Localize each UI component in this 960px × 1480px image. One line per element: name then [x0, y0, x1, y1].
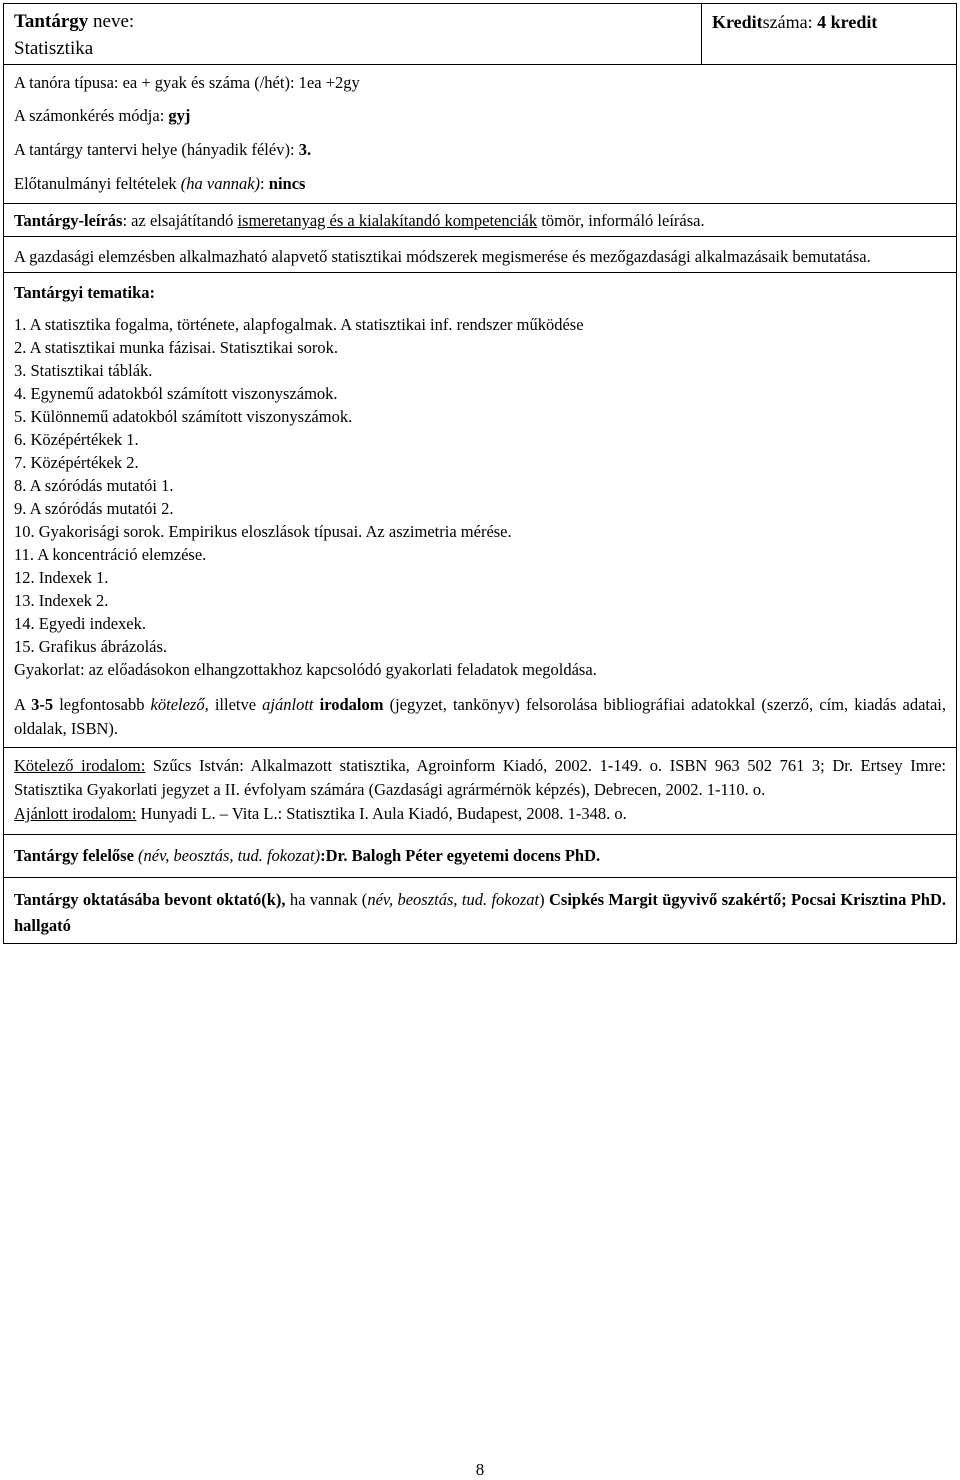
header-row [4, 4, 956, 65]
semester-line: A tantárgy tantervi helye (hányadik félév): 3. [14, 140, 312, 159]
practice-text: Gyakorlat: az előadásokon elhangzottakhoz kapcsolódó gyakorlati feladatok megoldása. [14, 660, 597, 679]
teachers-value: Csipkés Margit ügyvivő szakértő; Pocsai Krisztina PhD. hallgató [14, 890, 946, 935]
tematika-title: Tantárgyi tematika: [14, 283, 156, 302]
responsible-label: Tantárgy felelőse [14, 846, 134, 865]
topic-item: 9. A szóródás mutatói 2. [14, 499, 174, 518]
topic-item: 5. Különnemű adatokból számított viszonyszámok. [14, 407, 353, 426]
topic-item: 6. Középértékek 1. [14, 430, 139, 449]
subject-label: Tantárgy neve: [14, 11, 135, 32]
semester-value: 3. [298, 140, 312, 159]
subject-name: Statisztika [14, 38, 94, 59]
credit-label: Kredit [712, 12, 763, 32]
info-block [4, 65, 956, 204]
summary-row [4, 237, 956, 273]
topic-item: 10. Gyakorisági sorok. Empirikus eloszlások típusai. Az aszimetria mérése. [14, 522, 512, 541]
topic-item: 1. A statisztika fogalma, története, alapfogalmak. A statisztikai inf. rendszer működése [14, 315, 584, 334]
class-type-value: 1ea +2gy [298, 73, 360, 92]
recommended-label: Ajánlott irodalom: [14, 804, 137, 823]
description-label: Tantárgy-leírás [14, 211, 123, 230]
topic-list [14, 313, 946, 681]
class-type-line: A tanóra típusa: ea + gyak és száma (/hét): 1ea +2gy [14, 73, 360, 92]
subject-label-text: neve: [93, 11, 135, 32]
responsible-row: Tantárgy felelőse (név, beosztás, tud. fokozat):Dr. Balogh Péter egyetemi docens PhD. [4, 835, 956, 878]
literature-intro: A 3-5 legfontosabb kötelező, illetve ajánlott irodalom (jegyzet, tankönyv) felsorolása bibliográfiai adatokkal (szerző, cím, kiadás adatai, oldalak, ISBN). [14, 695, 947, 738]
summary-text: A gazdasági elemzésben alkalmazható alapvető statisztikai módszerek megismerése és mezőgazdasági alkalmazásaik bemutatása. [14, 247, 871, 266]
teachers-label: Tantárgy oktatásába bevont oktató(k), [14, 890, 286, 909]
topic-item: 8. A szóródás mutatói 1. [14, 476, 174, 495]
prereq-value: nincs [268, 174, 306, 193]
topic-item: 12. Indexek 1. [14, 568, 109, 587]
topic-item: 15. Grafikus ábrázolás. [14, 637, 168, 656]
tematika-row [4, 273, 956, 748]
subject-cell [4, 4, 702, 64]
prereq-line: Előtanulmányi feltételek (ha vannak): nincs [14, 174, 306, 193]
exam-line: A számonkérés módja: gyj [14, 106, 191, 125]
topic-item: 14. Egyedi indexek. [14, 614, 146, 633]
course-sheet [3, 3, 957, 944]
topic-item: 3. Statisztikai táblák. [14, 361, 153, 380]
teachers-row: Tantárgy oktatásába bevont oktató(k), ha vannak (név, beosztás, tud. fokozat) Csipkés Margit ügyvivő szakértő; Pocsai Krisztina PhD. hallgató [4, 878, 956, 944]
exam-value: gyj [168, 106, 191, 125]
credit-value: 4 kredit [817, 12, 878, 32]
topic-item: 2. A statisztikai munka fázisai. Statisztikai sorok. [14, 338, 338, 357]
topic-item: 11. A koncentráció elemzése. [14, 545, 207, 564]
required-label: Kötelező irodalom: [14, 756, 146, 775]
credit-cell: Kreditszáma: 4 kredit [712, 12, 878, 32]
recommended-literature: Ajánlott irodalom: Hunyadi L. – Vita L.: Statisztika I. Aula Kiadó, Budapest, 2008. 1-348. o. [14, 804, 627, 823]
required-literature: Kötelező irodalom: Szűcs István: Alkalmazott statisztika, Agroinform Kiadó, 2002. 1-149. o. ISBN 963 502 761 3; Dr. Ertsey Imre: Statisztika Gyakorlati jegyzet a II. évfolyam számára (Gazdasági agrármérnök képzés), Debrecen, 2002. 1-110. o. [14, 756, 946, 799]
topic-item: 4. Egynemű adatokból számított viszonyszámok. [14, 384, 338, 403]
topic-item: 7. Középértékek 2. [14, 453, 139, 472]
description-row: Tantárgy-leírás: az elsajátítandó ismeretanyag és a kialakítandó kompetenciák tömör, informáló leírása. [4, 204, 956, 237]
topic-item: 13. Indexek 2. [14, 591, 109, 610]
page-number: 8 [475, 1460, 485, 1479]
literature-row [4, 748, 956, 835]
responsible-value: Dr. Balogh Péter egyetemi docens PhD. [325, 846, 601, 865]
